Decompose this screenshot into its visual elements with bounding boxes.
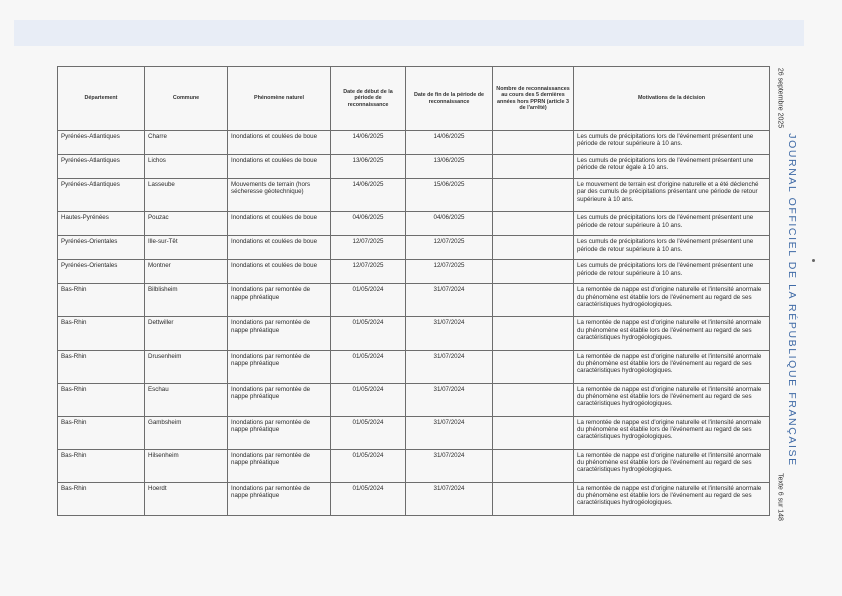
date-fin-cell: 13/06/2025 — [406, 155, 493, 179]
journal-side-banner — [784, 133, 802, 467]
table-row — [58, 350, 770, 383]
decision-table — [57, 66, 770, 516]
date-debut-cell: 12/07/2025 — [331, 236, 406, 260]
nombre-cell — [493, 236, 574, 260]
commune-cell: Hoerdt — [145, 482, 228, 515]
motivation-cell: Les cumuls de précipitations lors de l'événement présentent une période de retour supérieure à 10 ans. — [574, 260, 770, 284]
phenomene-cell: Inondations par remontée de nappe phréatique — [228, 284, 331, 317]
date-fin-cell: 12/07/2025 — [406, 260, 493, 284]
departement-cell: Pyrénées-Atlantiques — [58, 131, 145, 155]
date-fin-cell: 31/07/2024 — [406, 284, 493, 317]
nombre-cell — [493, 155, 574, 179]
date-debut-cell: 01/05/2024 — [331, 284, 406, 317]
departement-cell: Pyrénées-Orientales — [58, 236, 145, 260]
date-debut-cell: 01/05/2024 — [331, 416, 406, 449]
phenomene-cell: Inondations par remontée de nappe phréatique — [228, 416, 331, 449]
nombre-cell — [493, 131, 574, 155]
motivation-cell: La remontée de nappe est d'origine naturelle et l'intensité anormale du phénomène est établie lors de l'événement au regard de ses caractéristiques hydrogéologiques. — [574, 350, 770, 383]
motivation-cell: Les cumuls de précipitations lors de l'événement présentent une période de retour égale à 10 ans. — [574, 155, 770, 179]
commune-cell: Drusenheim — [145, 350, 228, 383]
phenomene-cell: Inondations et coulées de boue — [228, 236, 331, 260]
departement-cell: Bas-Rhin — [58, 449, 145, 482]
nombre-cell — [493, 284, 574, 317]
journal-date: 26 septembre 2025 — [776, 67, 784, 129]
departement-cell: Bas-Rhin — [58, 482, 145, 515]
departement-cell: Pyrénées-Orientales — [58, 260, 145, 284]
departement-cell: Bas-Rhin — [58, 416, 145, 449]
date-fin-cell: 04/06/2025 — [406, 212, 493, 236]
phenomene-cell: Inondations et coulées de boue — [228, 155, 331, 179]
table-row — [58, 383, 770, 416]
commune-cell: Ille-sur-Têt — [145, 236, 228, 260]
phenomene-cell: Inondations par remontée de nappe phréatique — [228, 317, 331, 350]
motivation-cell: Les cumuls de précipitations lors de l'événement présentent une période de retour supérieure à 10 ans. — [574, 131, 770, 155]
phenomene-cell: Inondations et coulées de boue — [228, 260, 331, 284]
date-fin-cell: 31/07/2024 — [406, 416, 493, 449]
motivation-cell: Le mouvement de terrain est d'origine naturelle et a été déclenché par des cumuls de précipitations présentant une période de retour supérieure à 10 ans. — [574, 179, 770, 212]
nombre-cell — [493, 179, 574, 212]
commune-cell: Pouzac — [145, 212, 228, 236]
header-motivations: Motivations de la décision — [574, 67, 770, 131]
motivation-cell: La remontée de nappe est d'origine naturelle et l'intensité anormale du phénomène est établie lors de l'événement au regard de ses caractéristiques hydrogéologiques. — [574, 416, 770, 449]
commune-cell: Dettwiller — [145, 317, 228, 350]
nombre-cell — [493, 482, 574, 515]
phenomene-cell: Inondations et coulées de boue — [228, 212, 331, 236]
commune-cell: Montner — [145, 260, 228, 284]
date-debut-cell: 14/06/2025 — [331, 131, 406, 155]
table-row — [58, 212, 770, 236]
header-phenomene: Phénomène naturel — [228, 67, 331, 131]
date-fin-cell: 14/06/2025 — [406, 131, 493, 155]
departement-cell: Pyrénées-Atlantiques — [58, 155, 145, 179]
date-debut-cell: 13/06/2025 — [331, 155, 406, 179]
journal-page-number: Texte 6 sur 148 — [776, 473, 784, 521]
date-fin-cell: 31/07/2024 — [406, 350, 493, 383]
table-row — [58, 260, 770, 284]
header-nombre-reconnaissances: Nombre de reconnaissances au cours des 5 dernières années hors PPRN (article 3 de l'arrêté) — [493, 67, 574, 131]
date-debut-cell: 01/05/2024 — [331, 482, 406, 515]
departement-cell: Bas-Rhin — [58, 383, 145, 416]
motivation-cell: La remontée de nappe est d'origine naturelle et l'intensité anormale du phénomène est établie lors de l'événement au regard de ses caractéristiques hydrogéologiques. — [574, 383, 770, 416]
table-row — [58, 482, 770, 515]
commune-cell: Hilsenheim — [145, 449, 228, 482]
date-debut-cell: 01/05/2024 — [331, 350, 406, 383]
header-date-fin: Date de fin de la période de reconnaissance — [406, 67, 493, 131]
commune-cell: Gambsheim — [145, 416, 228, 449]
departement-cell: Bas-Rhin — [58, 317, 145, 350]
commune-cell: Bilblisheim — [145, 284, 228, 317]
phenomene-cell: Inondations par remontée de nappe phréatique — [228, 350, 331, 383]
motivation-cell: La remontée de nappe est d'origine naturelle et l'intensité anormale du phénomène est établie lors de l'événement au regard de ses caractéristiques hydrogéologiques. — [574, 482, 770, 515]
date-debut-cell: 14/06/2025 — [331, 179, 406, 212]
commune-cell: Lasseube — [145, 179, 228, 212]
motivation-cell: Les cumuls de précipitations lors de l'événement présentent une période de retour supérieure à 10 ans. — [574, 212, 770, 236]
table-row — [58, 416, 770, 449]
phenomene-cell: Inondations et coulées de boue — [228, 131, 331, 155]
table-row — [58, 155, 770, 179]
date-fin-cell: 12/07/2025 — [406, 236, 493, 260]
motivation-cell: Les cumuls de précipitations lors de l'événement présentent une période de retour supérieure à 10 ans. — [574, 236, 770, 260]
table-row — [58, 317, 770, 350]
nombre-cell — [493, 416, 574, 449]
phenomene-cell: Mouvements de terrain (hors sécheresse géotechnique) — [228, 179, 331, 212]
journal-title: JOURNAL OFFICIEL DE LA RÉPUBLIQUE FRANÇAISE — [786, 133, 798, 467]
phenomene-cell: Inondations par remontée de nappe phréatique — [228, 482, 331, 515]
phenomene-cell: Inondations par remontée de nappe phréatique — [228, 383, 331, 416]
date-fin-cell: 31/07/2024 — [406, 317, 493, 350]
commune-cell: Lichos — [145, 155, 228, 179]
table-header-row — [58, 67, 770, 131]
header-departement: Département — [58, 67, 145, 131]
motivation-cell: La remontée de nappe est d'origine naturelle et l'intensité anormale du phénomène est établie lors de l'événement au regard de ses caractéristiques hydrogéologiques. — [574, 449, 770, 482]
nombre-cell — [493, 260, 574, 284]
departement-cell: Hautes-Pyrénées — [58, 212, 145, 236]
table-row — [58, 131, 770, 155]
phenomene-cell: Inondations par remontée de nappe phréatique — [228, 449, 331, 482]
motivation-cell: La remontée de nappe est d'origine naturelle et l'intensité anormale du phénomène est établie lors de l'événement au regard de ses caractéristiques hydrogéologiques. — [574, 284, 770, 317]
departement-cell: Pyrénées-Atlantiques — [58, 179, 145, 212]
date-debut-cell: 12/07/2025 — [331, 260, 406, 284]
date-fin-cell: 31/07/2024 — [406, 449, 493, 482]
departement-cell: Bas-Rhin — [58, 350, 145, 383]
nombre-cell — [493, 317, 574, 350]
scan-speck — [812, 259, 815, 262]
header-commune: Commune — [145, 67, 228, 131]
nombre-cell — [493, 383, 574, 416]
date-debut-cell: 01/05/2024 — [331, 317, 406, 350]
date-debut-cell: 01/05/2024 — [331, 449, 406, 482]
table-row — [58, 179, 770, 212]
departement-cell: Bas-Rhin — [58, 284, 145, 317]
commune-cell: Eschau — [145, 383, 228, 416]
header-date-debut: Date de début de la période de reconnaissance — [331, 67, 406, 131]
table-row — [58, 284, 770, 317]
table-row — [58, 449, 770, 482]
nombre-cell — [493, 449, 574, 482]
date-fin-cell: 31/07/2024 — [406, 383, 493, 416]
motivation-cell: La remontée de nappe est d'origine naturelle et l'intensité anormale du phénomène est établie lors de l'événement au regard de ses caractéristiques hydrogéologiques. — [574, 317, 770, 350]
nombre-cell — [493, 212, 574, 236]
date-debut-cell: 01/05/2024 — [331, 383, 406, 416]
commune-cell: Charre — [145, 131, 228, 155]
date-debut-cell: 04/06/2025 — [331, 212, 406, 236]
table-row — [58, 236, 770, 260]
date-fin-cell: 15/06/2025 — [406, 179, 493, 212]
date-fin-cell: 31/07/2024 — [406, 482, 493, 515]
nombre-cell — [493, 350, 574, 383]
